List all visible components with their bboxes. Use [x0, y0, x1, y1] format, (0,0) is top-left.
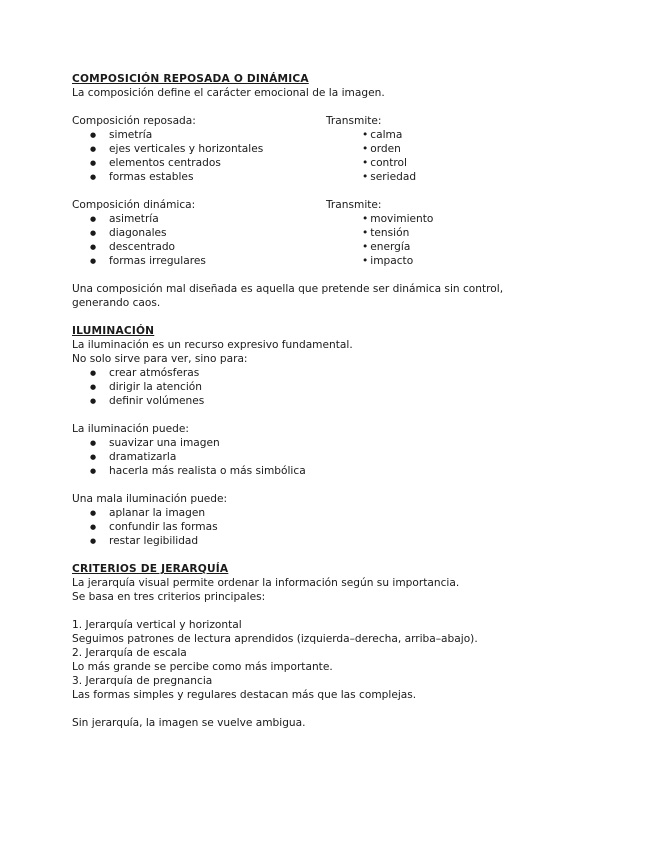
list-item: ● dirigir la atención	[72, 380, 592, 394]
list-item: ● formas irregulares	[72, 254, 326, 268]
list-item: ● simetría	[72, 128, 326, 142]
list-item: • movimiento	[362, 212, 433, 226]
section-heading-jerarquia: CRITERIOS DE JERARQUÍA	[72, 563, 229, 575]
reposada-transmite-list	[326, 128, 416, 184]
list-item: ● crear atmósferas	[72, 366, 592, 380]
criterio-desc: Las formas simples y regulares destacan más que las complejas.	[72, 689, 417, 701]
iluminacion-puede-label: La iluminación puede:	[72, 423, 189, 435]
iluminacion-puede-list	[72, 436, 592, 478]
list-item: • orden	[362, 142, 416, 156]
criterio-desc: Lo más grande se percibe como más importante.	[72, 661, 333, 673]
composicion-note-line: Una composición mal diseñada es aquella que pretende ser dinámica sin control,	[72, 283, 504, 295]
list-item: ● hacerla más realista o más simbólica	[72, 464, 592, 478]
reposada-label: Composición reposada:	[72, 115, 196, 127]
list-item: ● aplanar la imagen	[72, 506, 592, 520]
list-item: • seriedad	[362, 170, 416, 184]
iluminacion-line: La iluminación es un recurso expresivo fundamental.	[72, 339, 353, 351]
jerarquia-line: La jerarquía visual permite ordenar la información según su importancia.	[72, 577, 460, 589]
list-item: ● confundir las formas	[72, 520, 592, 534]
iluminacion-line: No solo sirve para ver, sino para:	[72, 353, 248, 365]
list-item: ● dramatizarla	[72, 450, 592, 464]
jerarquia-line: Se basa en tres criterios principales:	[72, 591, 266, 603]
dinamica-transmite-label: Transmite:	[326, 199, 382, 211]
reposada-transmite-label: Transmite:	[326, 115, 382, 127]
list-item: ● restar legibilidad	[72, 534, 592, 548]
document-page	[72, 72, 592, 730]
dinamica-list	[72, 212, 326, 268]
iluminacion-mala-list	[72, 506, 592, 548]
dinamica-label: Composición dinámica:	[72, 199, 196, 211]
list-item: ● definir volúmenes	[72, 394, 592, 408]
list-item: ● diagonales	[72, 226, 326, 240]
list-item: • energía	[362, 240, 433, 254]
criterio-title: 3. Jerarquía de pregnancia	[72, 675, 213, 687]
dinamica-block	[72, 198, 592, 268]
list-item: ● asimetría	[72, 212, 326, 226]
list-item: ● elementos centrados	[72, 156, 326, 170]
list-item: • control	[362, 156, 416, 170]
list-item: ● descentrado	[72, 240, 326, 254]
composicion-intro: La composición define el carácter emocional de la imagen.	[72, 87, 385, 99]
reposada-list	[72, 128, 326, 184]
iluminacion-mala-label: Una mala iluminación puede:	[72, 493, 228, 505]
criterio-desc: Seguimos patrones de lectura aprendidos (izquierda–derecha, arriba–abajo).	[72, 633, 478, 645]
iluminacion-para-list	[72, 366, 592, 408]
list-item: • tensión	[362, 226, 433, 240]
list-item: ● formas estables	[72, 170, 326, 184]
list-item: • calma	[362, 128, 416, 142]
reposada-block	[72, 114, 592, 184]
section-heading-iluminacion: ILUMINACIÓN	[72, 325, 155, 337]
composicion-note-line: generando caos.	[72, 297, 161, 309]
jerarquia-closing: Sin jerarquía, la imagen se vuelve ambigua.	[72, 717, 306, 729]
list-item: • impacto	[362, 254, 433, 268]
list-item: ● ejes verticales y horizontales	[72, 142, 326, 156]
criterio-title: 2. Jerarquía de escala	[72, 647, 187, 659]
section-heading-composicion: COMPOSICIÓN REPOSADA O DINÁMICA	[72, 73, 309, 85]
list-item: ● suavizar una imagen	[72, 436, 592, 450]
dinamica-transmite-list	[326, 212, 433, 268]
criterio-title: 1. Jerarquía vertical y horizontal	[72, 619, 242, 631]
